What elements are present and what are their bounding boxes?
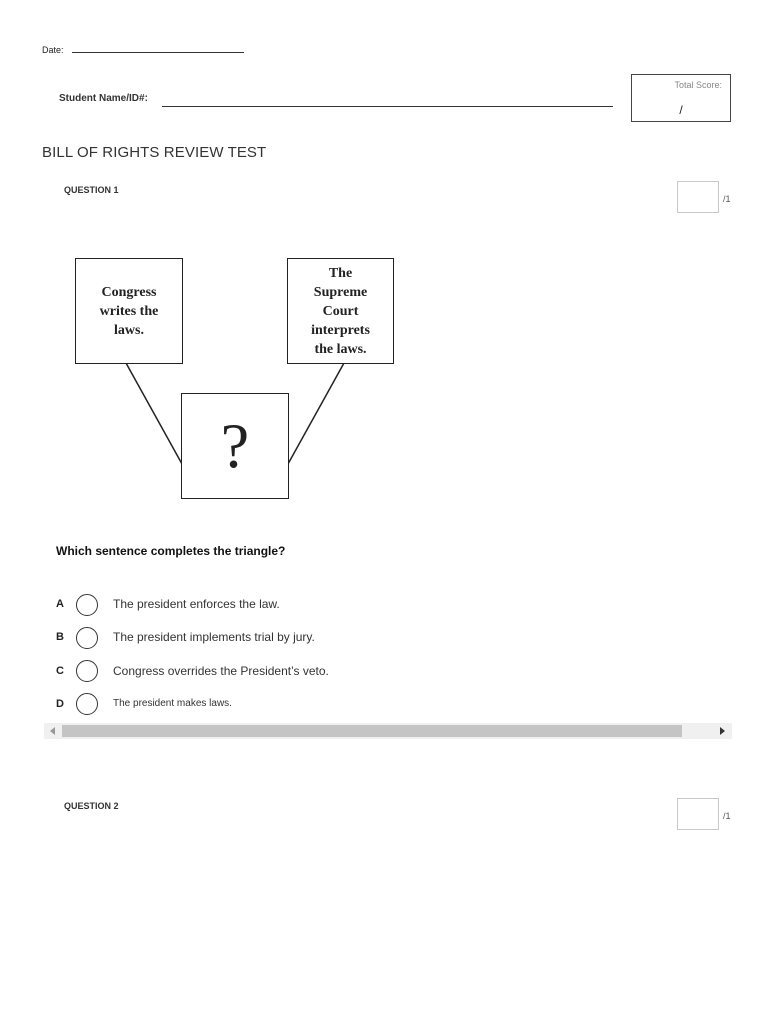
question-1-score-max: /1 xyxy=(723,194,731,204)
choice-c-radio[interactable] xyxy=(76,660,98,682)
diagram-right-line: interprets xyxy=(311,322,370,338)
diagram-box-congress xyxy=(75,258,183,364)
page-title: BILL OF RIGHTS REVIEW TEST xyxy=(42,144,267,161)
question-1-prompt: Which sentence completes the triangle? xyxy=(56,544,286,558)
choice-b-radio[interactable] xyxy=(76,627,98,649)
choice-letter: A xyxy=(56,598,64,610)
question-1-label: QUESTION 1 xyxy=(64,185,119,195)
horizontal-scrollbar[interactable] xyxy=(44,723,732,739)
choice-a-radio[interactable] xyxy=(76,594,98,616)
choice-text: The president makes laws. xyxy=(113,698,232,709)
question-2-score-input[interactable] xyxy=(677,798,719,830)
question-2-score-max: /1 xyxy=(723,811,731,821)
diagram-right-line: The xyxy=(328,265,353,281)
total-score-label: Total Score: xyxy=(674,80,722,90)
triangle-left-icon[interactable] xyxy=(46,723,60,739)
diagram-right-line: the laws. xyxy=(314,341,367,357)
diagram-right-line: Court xyxy=(322,303,359,319)
choice-letter: B xyxy=(56,631,64,643)
date-label: Date: xyxy=(42,45,64,55)
question-mark: ? xyxy=(220,410,250,481)
diagram-right-line: Supreme xyxy=(313,284,368,300)
question-2-label: QUESTION 2 xyxy=(64,801,119,811)
student-name-label: Student Name/ID#: xyxy=(59,93,148,104)
diagram-left-line: Congress xyxy=(101,284,157,300)
triangle-right-icon[interactable] xyxy=(716,723,730,739)
diagram-box-question xyxy=(181,393,289,499)
diagram-box-supreme-court xyxy=(287,258,394,364)
scrollbar-thumb[interactable] xyxy=(62,725,682,737)
total-score-value: / xyxy=(679,103,683,117)
choice-text: The president implements trial by jury. xyxy=(113,630,315,644)
right-connector-line xyxy=(288,363,344,464)
choice-letter: C xyxy=(56,665,64,677)
choice-d-radio[interactable] xyxy=(76,693,98,715)
left-connector-line xyxy=(126,363,182,464)
choice-text: Congress overrides the President’s veto. xyxy=(113,664,329,678)
diagram-left-line: laws. xyxy=(114,322,144,338)
choice-letter: D xyxy=(56,698,64,710)
choice-text: The president enforces the law. xyxy=(113,597,280,611)
diagram-left-line: writes the xyxy=(99,303,159,319)
